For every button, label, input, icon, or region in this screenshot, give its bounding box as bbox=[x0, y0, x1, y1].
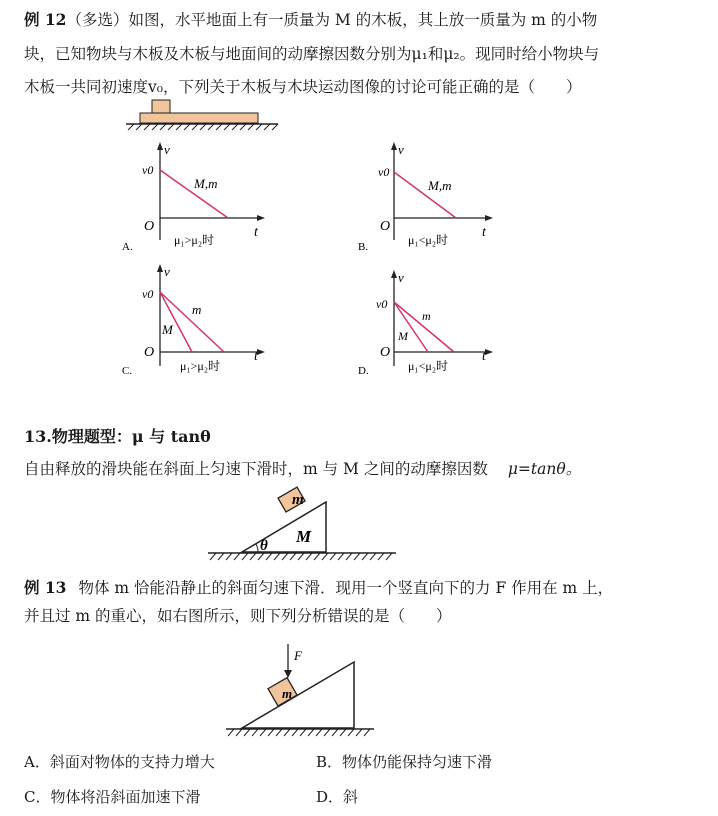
curve-m-label: m bbox=[192, 302, 202, 317]
graph-a bbox=[112, 140, 272, 255]
ground-hatch bbox=[128, 124, 278, 130]
board bbox=[140, 113, 258, 123]
incline-force-figure bbox=[220, 640, 380, 740]
option-letter: A. bbox=[122, 241, 133, 253]
condition-label: μ₁<μ₂时 bbox=[408, 233, 449, 247]
block-m-label: m bbox=[292, 492, 304, 508]
and-text: 和 bbox=[427, 45, 444, 63]
ground-hatch bbox=[228, 729, 370, 736]
ground-hatch bbox=[210, 553, 392, 560]
v0-label: v0 bbox=[142, 287, 154, 301]
option-c: C．物体将沿斜面加速下滑 bbox=[24, 788, 201, 806]
option-d: D．斜 bbox=[316, 788, 359, 806]
example13-label: 例 13 bbox=[24, 578, 67, 597]
mu2: μ₂ bbox=[443, 45, 460, 63]
option-letter: B. bbox=[358, 241, 369, 253]
option-a: A．斜面对物体的支持力增大 bbox=[24, 753, 215, 771]
v0-label: v0 bbox=[376, 297, 388, 311]
mu1: μ₁ bbox=[411, 45, 428, 63]
wedge-M-label: M bbox=[296, 527, 312, 546]
axis-t: t bbox=[482, 225, 486, 240]
axis-v: v bbox=[398, 142, 404, 157]
axis-v: v bbox=[164, 142, 170, 157]
graph-b bbox=[348, 140, 508, 255]
small-block bbox=[152, 100, 170, 113]
axis-v: v bbox=[164, 264, 170, 279]
section13-text: 自由释放的滑块能在斜面上匀速下滑时，m 与 M 之间的动摩擦因数 bbox=[24, 460, 488, 478]
example12-line2 bbox=[24, 42, 599, 64]
graph-c bbox=[112, 262, 272, 380]
example12-line1 bbox=[24, 8, 597, 30]
origin-label: O bbox=[380, 345, 391, 360]
incline-wedge bbox=[242, 662, 354, 728]
block-m-label: m bbox=[282, 686, 293, 701]
example12-line3: 木板一共同初速度v₀，下列关于木板与木块运动图像的讨论可能正确的是（ ） bbox=[24, 78, 582, 96]
axis-t: t bbox=[254, 349, 258, 364]
section13-formula: μ=tanθ。 bbox=[507, 460, 582, 478]
option-b: B．物体仍能保持匀速下滑 bbox=[316, 753, 493, 771]
curve-M-label: M bbox=[162, 322, 173, 337]
example13-line2: 并且过 m 的重心，如右图所示，则下列分析错误的是（ ） bbox=[24, 607, 452, 625]
origin-label: O bbox=[380, 219, 391, 234]
section13-text-line bbox=[24, 457, 581, 479]
example12-text1: （多选）如图，水平地面上有一质量为 M 的木板，其上放一质量为 m 的小物 bbox=[66, 11, 598, 29]
axis-v: v bbox=[398, 270, 404, 285]
axis-t: t bbox=[482, 349, 486, 364]
example13-line1 bbox=[24, 576, 613, 598]
section13-heading: 13.物理题型：μ 与 tanθ bbox=[24, 427, 211, 446]
origin-label: O bbox=[144, 219, 155, 234]
condition-label: μ₁<μ₂时 bbox=[408, 359, 449, 373]
example12-text2a: 块，已知物块与木板及木板与地面间的动摩擦因数分别为 bbox=[24, 45, 412, 63]
graph-d bbox=[348, 262, 508, 380]
curve-M-label: M bbox=[398, 329, 408, 343]
curve-label: M,m bbox=[428, 178, 452, 193]
force-F-label: F bbox=[294, 648, 302, 663]
board-block-figure bbox=[120, 96, 290, 134]
example13-text1: 物体 m 恰能沿静止的斜面匀速下滑．现用一个竖直向下的力 F 作用在 m 上， bbox=[78, 579, 614, 597]
condition-label: μ₁>μ₂时 bbox=[174, 233, 215, 247]
theta-label: θ bbox=[260, 538, 268, 554]
option-letter: C. bbox=[122, 365, 133, 377]
curve-label: M,m bbox=[194, 176, 218, 191]
option-letter: D. bbox=[358, 365, 369, 377]
incline-figure-13 bbox=[200, 482, 400, 568]
example12-text2b: 。现同时给小物块与 bbox=[459, 45, 600, 63]
v0-label: v0 bbox=[378, 165, 390, 179]
curve-m-label: m bbox=[422, 309, 431, 323]
axis-t: t bbox=[254, 225, 258, 240]
origin-label: O bbox=[144, 345, 155, 360]
condition-label: μ₁>μ₂时 bbox=[180, 359, 221, 373]
v0-label: v0 bbox=[142, 163, 154, 177]
example12-label: 例 12 bbox=[24, 10, 67, 29]
